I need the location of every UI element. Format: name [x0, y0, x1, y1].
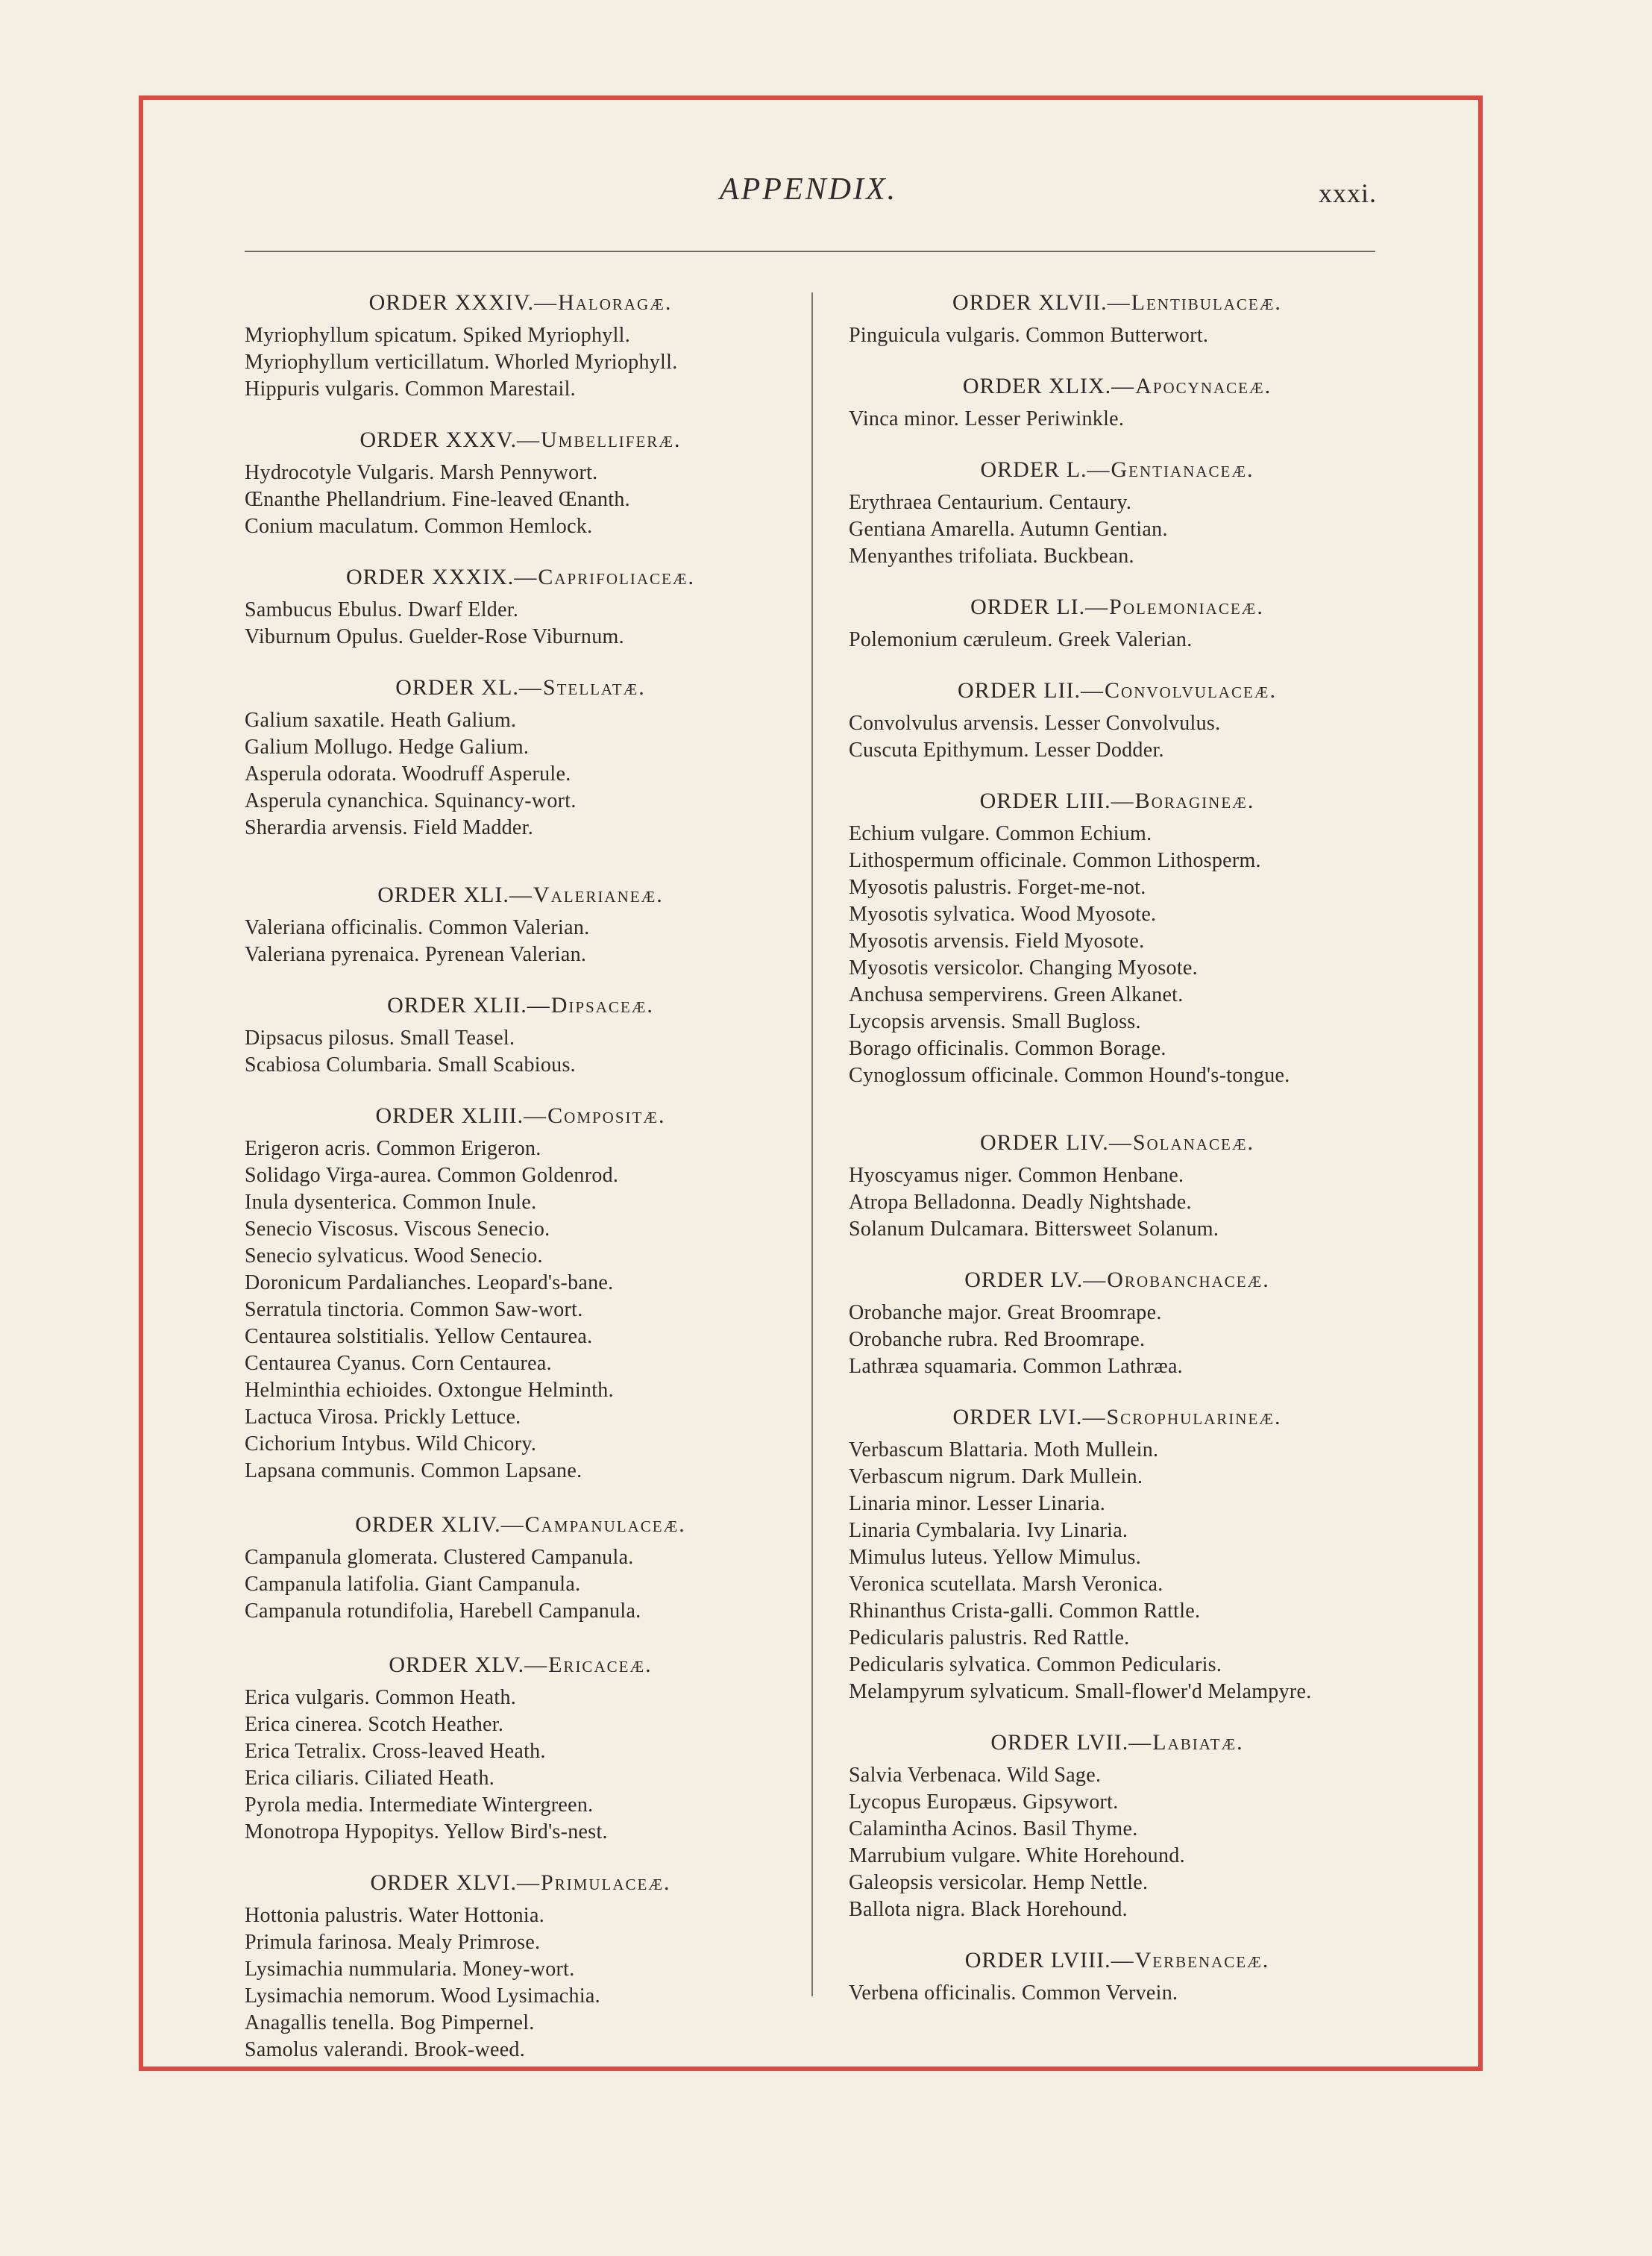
- order-heading: [849, 454, 1386, 486]
- order-section: [849, 370, 1386, 433]
- order-section: [245, 1649, 797, 1846]
- plant-entry: Convolvulus arvensis. Lesser Convolvulus.: [849, 712, 1221, 735]
- plant-entry: Pinguicula vulgaris. Common Butterwort.: [849, 324, 1209, 347]
- order-numeral: XXXIX.: [432, 565, 515, 589]
- order-section: [849, 454, 1386, 570]
- order-heading: [245, 879, 797, 912]
- plant-entry: Lactuca Virosa. Prickly Lettuce.: [245, 1406, 521, 1429]
- order-label: ORDER: [359, 427, 440, 452]
- plant-entry: Myosotis versicolor. Changing Myosote.: [849, 956, 1198, 980]
- plant-entry: Rhinanthus Crista-galli. Common Rattle.: [849, 1599, 1201, 1623]
- order-section: [849, 286, 1386, 349]
- plant-entry: Myosotis palustris. Forget-me-not.: [849, 876, 1146, 899]
- order-label: ORDER: [355, 1512, 435, 1537]
- plant-entry: Cichorium Intybus. Wild Chicory.: [245, 1432, 537, 1456]
- section-spacer: [849, 1089, 1386, 1127]
- plant-entry: Verbascum Blattaria. Moth Mullein.: [849, 1438, 1159, 1461]
- plant-entry: Viburnum Opulus. Guelder-Rose Viburnum.: [245, 625, 624, 648]
- order-family-name: —Boragineæ.: [1111, 789, 1255, 813]
- order-numeral: XLVI.: [456, 1870, 518, 1895]
- plant-entry: Verbena officinalis. Common Vervein.: [849, 1981, 1178, 2005]
- order-family-name: —Stellatæ.: [518, 675, 646, 700]
- order-label: ORDER: [964, 1948, 1045, 1973]
- order-heading: [849, 370, 1386, 403]
- order-numeral: LV.: [1050, 1268, 1084, 1292]
- plant-entry: Anagallis tenella. Bog Pimpernel.: [245, 2011, 535, 2034]
- plant-entry: Galium saxatile. Heath Galium.: [245, 709, 517, 732]
- order-heading: [245, 1100, 797, 1132]
- order-family-name: —Solanaceæ.: [1108, 1130, 1254, 1155]
- order-family-name: —Gentianaceæ.: [1087, 457, 1254, 482]
- order-label: ORDER: [377, 883, 457, 907]
- plant-entry: Valeriana pyrenaica. Pyrenean Valerian.: [245, 943, 587, 966]
- order-numeral: LVII.: [1076, 1730, 1129, 1755]
- plant-entry: Verbascum nigrum. Dark Mullein.: [849, 1465, 1143, 1488]
- plant-entry: Lycopsis arvensis. Small Bugloss.: [849, 1010, 1141, 1033]
- plant-entry: Erythraea Centaurium. Centaury.: [849, 491, 1132, 514]
- order-label: ORDER: [970, 595, 1050, 619]
- plant-entry: Monotropa Hypopitys. Yellow Bird's-nest.: [245, 1820, 608, 1843]
- plant-entry: Echium vulgare. Common Echium.: [849, 822, 1152, 845]
- order-family-name: —Primulaceæ.: [517, 1870, 671, 1895]
- section-spacer: [849, 1243, 1386, 1264]
- order-family-name: —Apocynaceæ.: [1111, 374, 1272, 398]
- order-family-name: —Umbelliferæ.: [516, 427, 682, 452]
- plant-entry: Myriophyllum spicatum. Spiked Myriophyll.: [245, 324, 631, 347]
- order-family-name: —Scrophularineæ.: [1082, 1405, 1282, 1429]
- order-heading: [245, 561, 797, 594]
- section-spacer: [245, 1846, 797, 1867]
- order-numeral: XLII.: [473, 993, 527, 1018]
- order-heading: [245, 1867, 797, 1899]
- order-label: ORDER: [952, 1405, 1033, 1429]
- plant-entry: Serratula tinctoria. Common Saw-wort.: [245, 1298, 583, 1321]
- section-spacer: [849, 349, 1386, 370]
- plant-entry: Dipsacus pilosus. Small Teasel.: [245, 1027, 515, 1050]
- plant-entry: Helminthia echioides. Oxtongue Helminth.: [245, 1379, 614, 1402]
- order-heading: [849, 286, 1386, 319]
- order-section: [849, 1127, 1386, 1243]
- plant-entry: Œnanthe Phellandrium. Fine-leaved Œnanth.: [245, 488, 630, 511]
- order-family-name: —Polemoniaceæ.: [1085, 595, 1264, 619]
- order-label: ORDER: [958, 678, 1037, 703]
- order-section: [245, 1100, 797, 1485]
- order-section: [245, 989, 797, 1079]
- section-spacer: [849, 1923, 1386, 1944]
- order-family-name: —Campanulaceæ.: [500, 1512, 686, 1537]
- order-section: [849, 1726, 1386, 1923]
- plant-entry: Erigeron acris. Common Erigeron.: [245, 1137, 541, 1160]
- section-spacer: [245, 403, 797, 424]
- order-label: ORDER: [980, 457, 1061, 482]
- order-family-name: —Caprifoliaceæ.: [514, 565, 696, 589]
- order-numeral: XL.: [481, 675, 519, 700]
- order-label: ORDER: [395, 675, 475, 700]
- plant-entry: Erica ciliaris. Ciliated Heath.: [245, 1767, 495, 1790]
- plant-entry: Hippuris vulgaris. Common Marestail.: [245, 377, 576, 401]
- order-label: ORDER: [389, 1652, 469, 1677]
- section-spacer: [245, 1079, 797, 1100]
- order-numeral: LIII.: [1065, 789, 1111, 813]
- plant-entry: Lycopus Europæus. Gipsywort.: [849, 1790, 1119, 1814]
- order-family-name: —Convolvulaceæ.: [1081, 678, 1277, 703]
- plant-entry: Lapsana communis. Common Lapsane.: [245, 1459, 582, 1482]
- plant-entry: Cuscuta Epithymum. Lesser Dodder.: [849, 739, 1164, 762]
- column-divider: [811, 292, 813, 1996]
- section-spacer: [245, 540, 797, 561]
- plant-entry: Sambucus Ebulus. Dwarf Elder.: [245, 598, 519, 621]
- order-numeral: XLIII.: [461, 1103, 524, 1128]
- order-numeral: LII.: [1043, 678, 1081, 703]
- plant-entry: Hydrocotyle Vulgaris. Marsh Pennywort.: [245, 461, 598, 484]
- plant-entry: Asperula odorata. Woodruff Asperule.: [245, 762, 571, 786]
- plant-entry: Conium maculatum. Common Hemlock.: [245, 515, 593, 538]
- plant-entry: Lithospermum officinale. Common Lithosperm.: [849, 849, 1261, 872]
- order-section: [849, 1264, 1386, 1380]
- order-label: ORDER: [345, 565, 426, 589]
- order-numeral: L.: [1066, 457, 1087, 482]
- plant-entry: Salvia Verbenaca. Wild Sage.: [849, 1764, 1102, 1787]
- order-numeral: XLV.: [474, 1652, 525, 1677]
- plant-entry: Sherardia arvensis. Field Madder.: [245, 816, 534, 839]
- order-label: ORDER: [962, 374, 1043, 398]
- order-numeral: XLIX.: [1049, 374, 1112, 398]
- section-spacer: [245, 968, 797, 989]
- plant-entry: Marrubium vulgare. White Horehound.: [849, 1844, 1185, 1867]
- order-section: [245, 1508, 797, 1625]
- order-section: [245, 424, 797, 540]
- page-number: xxxi.: [1319, 178, 1378, 208]
- order-label: ORDER: [375, 1103, 456, 1128]
- order-heading: [849, 1264, 1386, 1297]
- section-spacer: [849, 764, 1386, 785]
- section-spacer: [245, 1625, 797, 1649]
- order-label: ORDER: [980, 1130, 1060, 1155]
- plant-entry: Linaria minor. Lesser Linaria.: [849, 1492, 1106, 1515]
- plant-entry: Lysimachia nummularia. Money-wort.: [245, 1958, 575, 1981]
- plant-entry: Lathræa squamaria. Common Lathræa.: [849, 1355, 1183, 1378]
- plant-entry: Cynoglossum officinale. Common Hound's-tongue.: [849, 1064, 1290, 1087]
- plant-entry: Galeopsis versicolar. Hemp Nettle.: [849, 1871, 1149, 1894]
- plant-entry: Primula farinosa. Mealy Primrose.: [245, 1931, 541, 1954]
- plant-entry: Vinca minor. Lesser Periwinkle.: [849, 407, 1125, 430]
- plant-entry: Myosotis sylvatica. Wood Myosote.: [849, 903, 1157, 926]
- order-section: [245, 671, 797, 842]
- plant-entry: Atropa Belladonna. Deadly Nightshade.: [849, 1191, 1192, 1214]
- order-family-name: —Compositæ.: [524, 1103, 666, 1128]
- order-heading: [245, 1508, 797, 1541]
- plant-entry: Borago officinalis. Common Borage.: [849, 1037, 1166, 1060]
- section-spacer: [245, 842, 797, 879]
- plant-entry: Inula dysenterica. Common Inule.: [245, 1191, 537, 1214]
- order-heading: [245, 671, 797, 704]
- order-family-name: —Labiatæ.: [1128, 1730, 1244, 1755]
- order-heading: [849, 1726, 1386, 1759]
- plant-entry: Hyoscyamus niger. Common Henbane.: [849, 1164, 1184, 1187]
- order-label: ORDER: [964, 1268, 1044, 1292]
- plant-entry: Melampyrum sylvaticum. Small-flower'd Melampyre.: [849, 1680, 1312, 1703]
- plant-entry: Scabiosa Columbaria. Small Scabious.: [245, 1053, 576, 1077]
- order-heading: [849, 785, 1386, 818]
- plant-entry: Myriophyllum verticillatum. Whorled Myriophyll.: [245, 351, 678, 374]
- section-spacer: [849, 654, 1386, 674]
- section-spacer: [849, 1705, 1386, 1726]
- order-family-name: —Ericaceæ.: [524, 1652, 653, 1677]
- order-numeral: XLI.: [463, 883, 509, 907]
- order-section: [245, 1867, 797, 2064]
- order-label: ORDER: [387, 993, 467, 1018]
- order-label: ORDER: [368, 290, 449, 315]
- plant-entry: Erica Tetralix. Cross-leaved Heath.: [245, 1740, 546, 1763]
- header-rule: [245, 251, 1375, 252]
- section-spacer: [245, 651, 797, 671]
- plant-entry: Asperula cynanchica. Squinancy-wort.: [245, 789, 577, 812]
- plant-entry: Polemonium cæruleum. Greek Valerian.: [849, 628, 1193, 651]
- order-label: ORDER: [370, 1870, 450, 1895]
- plant-entry: Anchusa sempervirens. Green Alkanet.: [849, 983, 1184, 1006]
- plant-entry: Orobanche rubra. Red Broomrape.: [849, 1328, 1146, 1351]
- plant-entry: Pedicularis palustris. Red Rattle.: [849, 1626, 1130, 1649]
- plant-entry: Calamintha Acinos. Basil Thyme.: [849, 1817, 1138, 1840]
- order-family-name: —Haloragæ.: [534, 290, 673, 315]
- plant-entry: Centaurea solstitialis. Yellow Centaurea.: [245, 1325, 593, 1348]
- order-heading: [849, 1127, 1386, 1159]
- plant-entry: Samolus valerandi. Brook-weed.: [245, 2038, 526, 2061]
- plant-entry: Centaurea Cyanus. Corn Centaurea.: [245, 1352, 552, 1375]
- order-heading: [849, 591, 1386, 624]
- order-numeral: XXXIV.: [454, 290, 535, 315]
- plant-entry: Veronica scutellata. Marsh Veronica.: [849, 1573, 1163, 1596]
- order-section: [849, 591, 1386, 654]
- order-heading: [245, 989, 797, 1022]
- order-section: [245, 879, 797, 968]
- plant-entry: Valeriana officinalis. Common Valerian.: [245, 916, 590, 939]
- order-section: [849, 1944, 1386, 2007]
- order-family-name: —Lentibulaceæ.: [1107, 290, 1282, 315]
- plant-entry: Menyanthes trifoliata. Buckbean.: [849, 545, 1134, 568]
- plant-entry: Solidago Virga-aurea. Common Goldenrod.: [245, 1164, 619, 1187]
- order-family-name: —Orobanchaceæ.: [1083, 1268, 1270, 1292]
- plant-entry: Campanula glomerata. Clustered Campanula.: [245, 1546, 634, 1569]
- order-heading: [245, 424, 797, 457]
- left-column: [245, 286, 797, 2064]
- plant-entry: Orobanche major. Great Broomrape.: [849, 1301, 1162, 1324]
- running-title: APPENDIX.: [720, 172, 898, 207]
- order-family-name: —Verbenaceæ.: [1111, 1948, 1270, 1973]
- order-numeral: LVI.: [1038, 1405, 1083, 1429]
- plant-entry: Doronicum Pardalianches. Leopard's-bane.: [245, 1271, 614, 1294]
- plant-entry: Linaria Cymbalaria. Ivy Linaria.: [849, 1519, 1128, 1542]
- order-section: [849, 785, 1386, 1089]
- plant-entry: Solanum Dulcamara. Bittersweet Solanum.: [849, 1218, 1219, 1241]
- order-numeral: XLIV.: [441, 1512, 501, 1537]
- order-heading: [245, 1649, 797, 1682]
- plant-entry: Erica vulgaris. Common Heath.: [245, 1686, 517, 1709]
- order-section: [849, 674, 1386, 764]
- section-spacer: [849, 1380, 1386, 1401]
- order-numeral: LI.: [1056, 595, 1086, 619]
- plant-entry: Mimulus luteus. Yellow Mimulus.: [849, 1546, 1142, 1569]
- order-label: ORDER: [990, 1730, 1071, 1755]
- order-numeral: XXXV.: [445, 427, 517, 452]
- order-numeral: XLVII.: [1038, 290, 1108, 315]
- order-heading: [245, 286, 797, 319]
- plant-entry: Hottonia palustris. Water Hottonia.: [245, 1904, 544, 1927]
- plant-entry: Erica cinerea. Scotch Heather.: [245, 1713, 504, 1736]
- order-family-name: —Dipsaceæ.: [527, 993, 654, 1018]
- order-numeral: LVIII.: [1050, 1948, 1111, 1973]
- order-section: [849, 1401, 1386, 1705]
- section-spacer: [849, 570, 1386, 591]
- order-heading: [849, 1944, 1386, 1977]
- right-column: [849, 286, 1386, 2007]
- order-heading: [849, 674, 1386, 707]
- plant-entry: Galium Mollugo. Hedge Galium.: [245, 736, 530, 759]
- plant-entry: Pedicularis sylvatica. Common Pedicularis.: [849, 1653, 1222, 1676]
- plant-entry: Senecio Viscosus. Viscous Senecio.: [245, 1218, 550, 1241]
- order-label: ORDER: [952, 290, 1032, 315]
- plant-entry: Gentiana Amarella. Autumn Gentian.: [849, 518, 1168, 541]
- plant-entry: Campanula latifolia. Giant Campanula.: [245, 1573, 581, 1596]
- section-spacer: [849, 433, 1386, 454]
- order-section: [245, 561, 797, 651]
- order-numeral: LIV.: [1066, 1130, 1109, 1155]
- plant-entry: Myosotis arvensis. Field Myosote.: [849, 930, 1145, 953]
- plant-entry: Lysimachia nemorum. Wood Lysimachia.: [245, 1984, 600, 2008]
- order-label: ORDER: [979, 789, 1060, 813]
- order-heading: [849, 1401, 1386, 1434]
- plant-entry: Ballota nigra. Black Horehound.: [849, 1898, 1128, 1921]
- section-spacer: [245, 1485, 797, 1508]
- plant-entry: Senecio sylvaticus. Wood Senecio.: [245, 1244, 543, 1268]
- order-section: [245, 286, 797, 403]
- plant-entry: Pyrola media. Intermediate Wintergreen.: [245, 1793, 594, 1817]
- order-family-name: —Valerianeæ.: [509, 883, 664, 907]
- plant-entry: Campanula rotundifolia, Harebell Campanula.: [245, 1599, 641, 1623]
